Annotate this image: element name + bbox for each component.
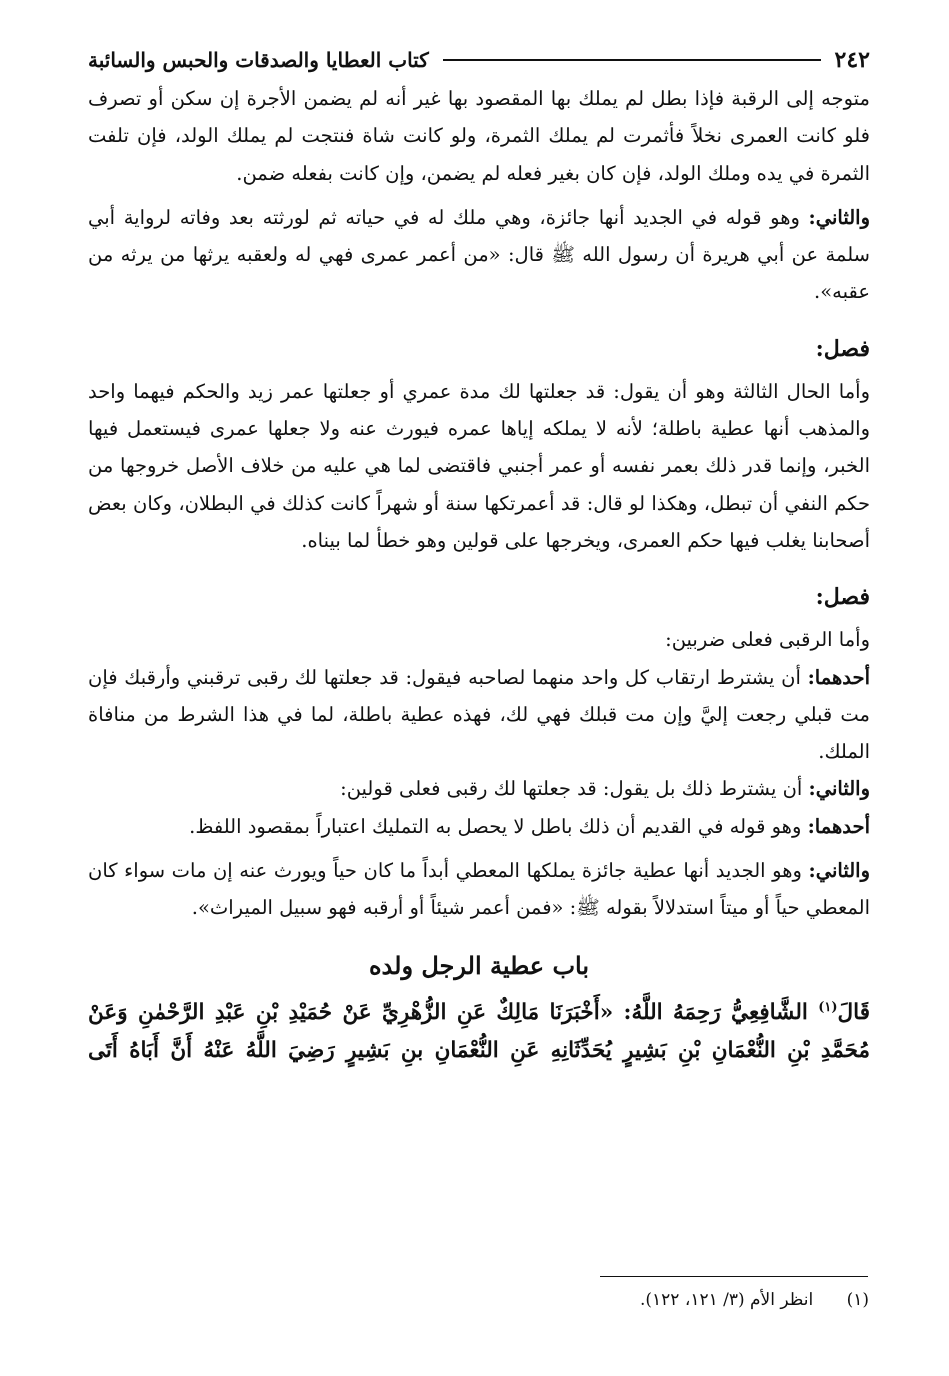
hadith-body: الشَّافِعِيُّ رَحِمَهُ اللَّهُ: «أَخْبَرَنَا مَالِكٌ عَنِ الزُّهْرِيِّ عَنْ حُمَيْدِ بْنِ عَبْدِ الرَّحْمٰنِ وَعَنْ مُحَمَّدِ بْنِ النُّعْمَانِ بْنِ بَشِيرٍ يُحَدِّثَانِهِ عَنِ النُّعْمَانِ بنِ بَشِيرٍ رَضِيَ اللَّهُ عَنْهُ أَنَّ أَبَاهُ أَتَى xyxy=(88,999,870,1063)
paragraph-lead: والثاني: xyxy=(808,205,870,229)
section-heading: فصل: xyxy=(815,335,870,362)
chapter-heading: باب عطية الرجل ولده xyxy=(368,950,590,980)
page-body xyxy=(88,40,870,1070)
footnote-number: (١) xyxy=(846,1290,869,1310)
header-rule xyxy=(443,59,821,61)
paragraph-text: أن يشترط ارتقاب كل واحد منهما لصاحبه فيقول: قد جعلتها لك رقبى ترقبني وأرقبك فإن مت قبلي رجعت إليَّ وإن مت قبلك فهي لك، فهذه عطية باطلة، لما في هذا الشرط من منافاة الملك. xyxy=(88,665,870,764)
hadith-text xyxy=(88,989,870,1070)
footnote-reference: (١) xyxy=(818,999,838,1015)
footnote-text: انظر الأم (٣/ ١٢١، ١٢٢). xyxy=(639,1290,814,1310)
running-header xyxy=(88,40,870,80)
paragraph-lead: أحدهما: xyxy=(807,814,870,838)
paragraph: متوجه إلى الرقبة فإذا بطل لم يملك بها المقصود بها غير أنه لم يضمن الأجرة إن سكن أو تصرف فلو كانت العمرى نخلاً فأثمرت لم يملك الثمرة، ولو كانت شاة فنتجت لم يملك الولد، فإن تلفت الثمرة في يده وملك الولد، فإن كان بغير فعله لم يضمن، وإن كانت بفعله ضمن. xyxy=(88,87,870,185)
paragraph-lead: والثاني: xyxy=(808,777,870,801)
paragraph xyxy=(88,770,870,807)
section-heading: فصل: xyxy=(815,584,870,611)
page-number: ٢٤٢ xyxy=(834,47,870,73)
paragraph xyxy=(88,852,870,927)
paragraph: وأما الرقبى فعلى ضربين: xyxy=(665,628,870,652)
book-title: كتاب العطايا والصدقات والحبس والسائبة xyxy=(88,48,429,72)
paragraph xyxy=(88,659,870,771)
paragraph-text: وهو قوله في الجديد أنها جائزة، وهي ملك له في حياته ثم لورثته بعد وفاته لرواية أبي سلمة عن أبي هريرة أن رسول الله ﷺ قال: «من أعمر عمرى فهي له ولعقبه يرثها من يرثه من عقبه». xyxy=(88,205,870,304)
paragraph: وأما الحال الثالثة وهو أن يقول: قد جعلتها لك مدة عمري أو جعلتها عمر زيد والحكم فيهما واحد والمذهب أنها عطية باطلة؛ لأنه لا يملكه إياها عمره فيورث عنه ولا جعلها عمرى فيستعمل فيها الخبر، وإنما قدر ذلك بعمر نفسه أو عمر أجنبي فاقتضى لما هي عليه من خلاف الأصل خروجها من حكم النفي أن تبطل، وهكذا لو قال: قد أعمرتكها سنة أو شهراً كانت كذلك في البطلان، وكان بعض أصحابنا يغلب فيها حكم العمرى، ويخرجها على قولين وهو خطأ لما بيناه. xyxy=(88,379,870,552)
paragraph-lead: أحدهما: xyxy=(807,665,870,689)
footnote xyxy=(640,1290,869,1310)
paragraph-text: أن يشترط ذلك بل يقول: قد جعلتها لك رقبى فعلى قولين: xyxy=(340,777,809,801)
paragraph xyxy=(88,808,870,845)
paragraph-text: وهو الجديد أنها عطية جائزة يملكها المعطي أبداً ما كان حياً ويورث عنه إن مات سواء كان المعطي حياً أو ميتاً استدلالاً بقوله ﷺ: «فمن أعمر شيئاً أو أرقبه فهو سبيل الميراث». xyxy=(88,859,870,920)
hadith-opening: قَالَ xyxy=(837,999,870,1025)
footnote-rule xyxy=(600,1276,868,1277)
paragraph xyxy=(88,199,870,311)
paragraph-text: وهو قوله في القديم أن ذلك باطل لا يحصل به التمليك اعتباراً بمقصود اللفظ. xyxy=(189,814,808,838)
main-text xyxy=(88,80,870,927)
paragraph-lead: والثاني: xyxy=(808,859,870,883)
